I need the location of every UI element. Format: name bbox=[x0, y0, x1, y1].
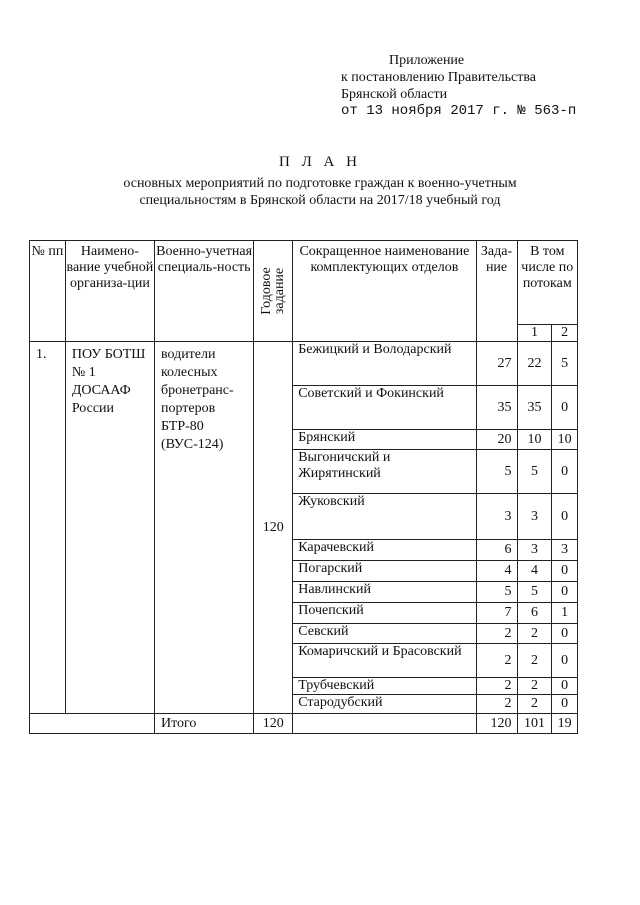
stream-2-cell: 0 bbox=[552, 582, 578, 603]
header-annual bbox=[254, 241, 293, 342]
entry-spec: водители колесных бронетранс-портеров БТР-80 (ВУС-124) bbox=[154, 342, 253, 714]
stream-1-cell: 22 bbox=[517, 342, 552, 386]
total-annual: 120 bbox=[254, 714, 293, 734]
header-num: № пп bbox=[30, 241, 66, 342]
entry-num: 1. bbox=[30, 342, 66, 714]
total-empty-2 bbox=[65, 714, 154, 734]
stream-2-cell: 3 bbox=[552, 540, 578, 561]
header-stream-1: 1 bbox=[517, 325, 552, 342]
task-cell: 2 bbox=[476, 644, 517, 678]
dept-cell: Трубчевский bbox=[293, 678, 476, 695]
task-cell: 27 bbox=[476, 342, 517, 386]
appendix-line-2: к постановлению Правительства bbox=[341, 70, 537, 85]
stream-2-cell: 0 bbox=[552, 624, 578, 644]
task-cell: 4 bbox=[476, 561, 517, 582]
dept-cell: Бежицкий и Володарский bbox=[293, 342, 476, 386]
document-title: П Л А Н bbox=[279, 154, 361, 170]
total-empty-1 bbox=[30, 714, 66, 734]
stream-2-cell: 0 bbox=[552, 494, 578, 540]
stream-2-cell: 0 bbox=[552, 561, 578, 582]
stream-2-cell: 1 bbox=[552, 603, 578, 624]
table-row bbox=[30, 342, 578, 386]
task-cell: 5 bbox=[476, 450, 517, 494]
appendix-line-1: Приложение bbox=[389, 53, 465, 68]
stream-1-cell: 35 bbox=[517, 386, 552, 430]
total-dept-empty bbox=[293, 714, 476, 734]
dept-cell: Стародубский bbox=[293, 695, 476, 714]
appendix-line-4: от 13 ноября 2017 г. № 563-п bbox=[341, 103, 577, 119]
dept-cell: Погарский bbox=[293, 561, 476, 582]
stream-1-cell: 3 bbox=[517, 540, 552, 561]
dept-cell: Навлинский bbox=[293, 582, 476, 603]
entry-org: ПОУ БОТШ № 1 ДОСААФ России bbox=[65, 342, 154, 714]
stream-1-cell: 5 bbox=[517, 582, 552, 603]
table-body bbox=[30, 342, 578, 714]
dept-cell: Почепский bbox=[293, 603, 476, 624]
stream-2-cell: 0 bbox=[552, 695, 578, 714]
total-row bbox=[30, 714, 578, 734]
dept-cell: Брянский bbox=[293, 430, 476, 450]
stream-2-cell: 10 bbox=[552, 430, 578, 450]
stream-2-cell: 0 bbox=[552, 450, 578, 494]
stream-2-cell: 5 bbox=[552, 342, 578, 386]
task-cell: 7 bbox=[476, 603, 517, 624]
appendix-line-3: Брянской области bbox=[341, 87, 448, 102]
header-stream-2: 2 bbox=[552, 325, 578, 342]
task-cell: 2 bbox=[476, 695, 517, 714]
task-cell: 20 bbox=[476, 430, 517, 450]
total-task: 120 bbox=[476, 714, 517, 734]
header-streams: В том числе по потокам bbox=[517, 241, 577, 325]
plan-table bbox=[29, 240, 578, 734]
subtitle-line-1: основных мероприятий по подготовке граждан к военно-учетным bbox=[123, 176, 517, 191]
dept-cell: Выгоничский и Жирятинский bbox=[293, 450, 476, 494]
header-annual-text: Годовое задание bbox=[259, 267, 288, 315]
total-stream-2: 19 bbox=[552, 714, 578, 734]
stream-1-cell: 5 bbox=[517, 450, 552, 494]
task-cell: 3 bbox=[476, 494, 517, 540]
task-cell: 2 bbox=[476, 678, 517, 695]
header-task: Зада-ние bbox=[476, 241, 517, 342]
task-cell: 2 bbox=[476, 624, 517, 644]
dept-cell: Севский bbox=[293, 624, 476, 644]
dept-cell: Комаричский и Брасовский bbox=[293, 644, 476, 678]
stream-1-cell: 2 bbox=[517, 624, 552, 644]
total-label: Итого bbox=[154, 714, 253, 734]
stream-2-cell: 0 bbox=[552, 386, 578, 430]
stream-1-cell: 4 bbox=[517, 561, 552, 582]
entry-annual: 120 bbox=[254, 342, 293, 714]
stream-2-cell: 0 bbox=[552, 678, 578, 695]
total-stream-1: 101 bbox=[517, 714, 552, 734]
header-dept: Сокращенное наименование комплектующих отделов bbox=[293, 241, 476, 342]
document-subtitle bbox=[0, 175, 640, 209]
task-cell: 6 bbox=[476, 540, 517, 561]
stream-1-cell: 10 bbox=[517, 430, 552, 450]
dept-cell: Советский и Фокинский bbox=[293, 386, 476, 430]
header-org: Наимено-вание учебной организа-ции bbox=[65, 241, 154, 342]
task-cell: 5 bbox=[476, 582, 517, 603]
task-cell: 35 bbox=[476, 386, 517, 430]
stream-1-cell: 3 bbox=[517, 494, 552, 540]
stream-1-cell: 6 bbox=[517, 603, 552, 624]
stream-1-cell: 2 bbox=[517, 678, 552, 695]
header-row bbox=[30, 241, 578, 325]
header-spec: Военно-учетная специаль-ность bbox=[154, 241, 253, 342]
stream-2-cell: 0 bbox=[552, 644, 578, 678]
appendix-block bbox=[341, 52, 576, 120]
dept-cell: Карачевский bbox=[293, 540, 476, 561]
stream-1-cell: 2 bbox=[517, 644, 552, 678]
stream-1-cell: 2 bbox=[517, 695, 552, 714]
subtitle-line-2: специальностям в Брянской области на 2017/18 учебный год bbox=[139, 193, 501, 208]
dept-cell: Жуковский bbox=[293, 494, 476, 540]
